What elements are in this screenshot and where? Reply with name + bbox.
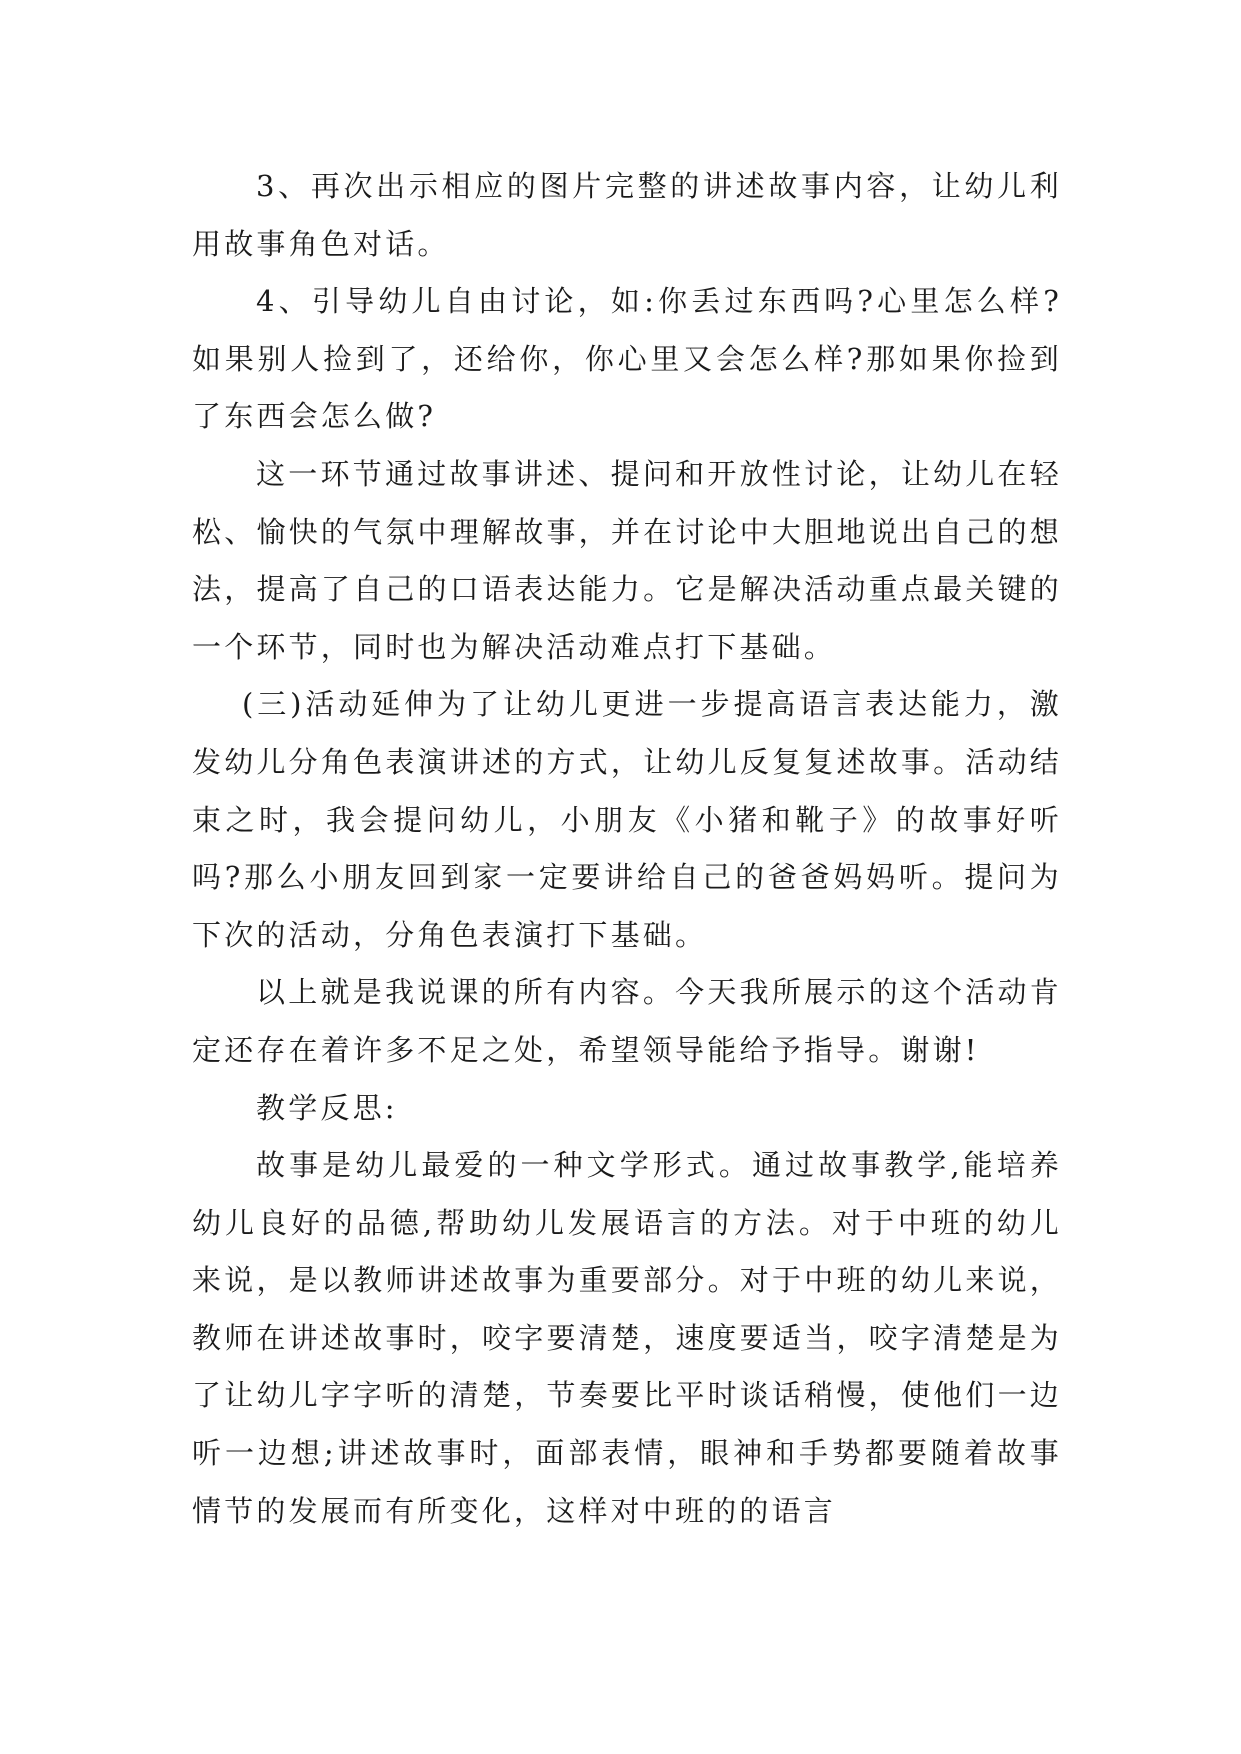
paragraph-closing: 以上就是我说课的所有内容。今天我所展示的这个活动肯定还存在着许多不足之处，希望领导能给予指导。谢谢! <box>192 975 1062 1067</box>
paragraph-discussion-summary: 这一环节通过故事讲述、提问和开放性讨论，让幼儿在轻松、愉快的气氛中理解故事，并在讨论中大胆地说出自己的想法，提高了自己的口语表达能力。它是解决活动重点最关键的一个环节，同时也为解决活动难点打下基础。 <box>192 456 1062 664</box>
paragraph-reflection: 故事是幼儿最爱的一种文学形式。通过故事教学,能培养幼儿良好的品德,帮助幼儿发展语言的方法。对于中班的幼儿来说，是以教师讲述故事为重要部分。对于中班的幼儿来说，教师在讲述故事时，咬字要清楚，速度要适当，咬字清楚是为了让幼儿字字听的清楚，节奏要比平时谈话稍慢，使他们一边听一边想;讲述故事时，面部表情，眼神和手势都要随着故事情节的发展而有所变化，这样对中班的的语言 <box>192 1148 1062 1528</box>
paragraph-activity-extension: (三)活动延伸为了让幼儿更进一步提高语言表达能力，激发幼儿分角色表演讲述的方式，让幼儿反复复述故事。活动结束之时，我会提问幼儿，小朋友《小猪和靴子》的故事好听吗?那么小朋友回到家一定要讲给自己的爸爸妈妈听。提问为下次的活动，分角色表演打下基础。 <box>192 687 1062 952</box>
section-heading-teaching-reflection: 教学反思: <box>256 1090 398 1125</box>
paragraph-step-4: 4、引导幼儿自由讨论，如:你丢过东西吗?心里怎么样?如果别人捡到了，还给你，你心里又会怎么样?那如果你捡到了东西会怎么做? <box>192 284 1062 434</box>
paragraph-step-3: 3、再次出示相应的图片完整的讲述故事内容，让幼儿利用故事角色对话。 <box>192 169 1062 261</box>
document-body <box>192 158 1062 1540</box>
